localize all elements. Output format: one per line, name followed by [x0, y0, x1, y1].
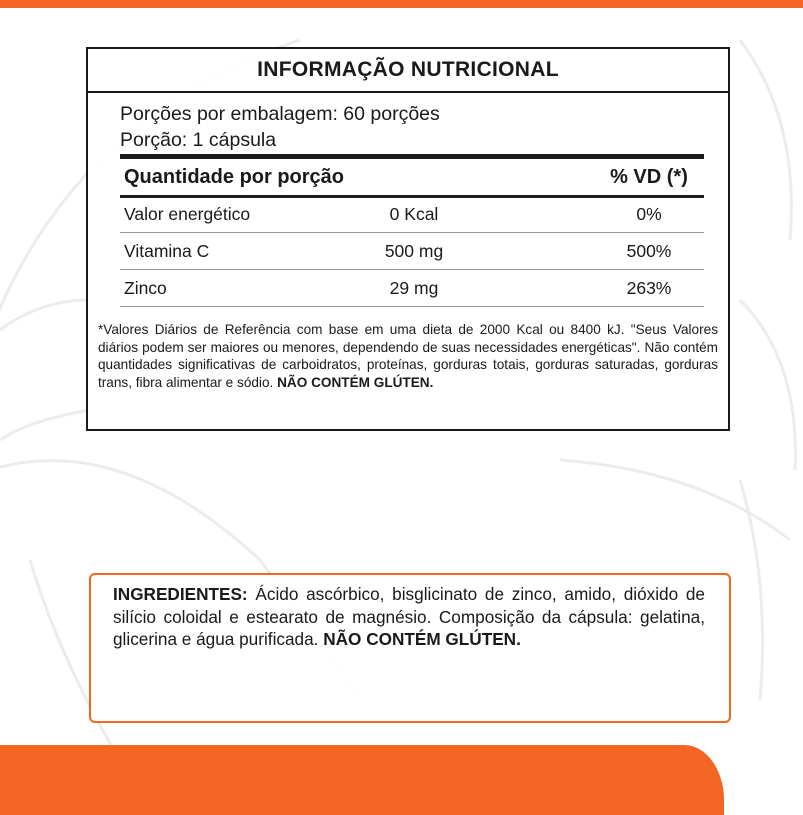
nutrition-title: INFORMAÇÃO NUTRICIONAL [88, 49, 728, 93]
serving-size: Porção: 1 cápsula [120, 129, 277, 151]
servings-per-package: Porções por embalagem: 60 porções [120, 103, 440, 125]
serving-info [88, 93, 728, 155]
table-row [120, 233, 704, 270]
ingredients-box [89, 573, 731, 723]
nutrient-name: Valor energético [124, 203, 251, 224]
nutrition-facts-table [86, 47, 730, 431]
ingredients-gluten-warning: NÃO CONTÉM GLÚTEN. [323, 629, 521, 649]
table-row [120, 196, 704, 233]
nutrient-name: Zinco [124, 277, 167, 298]
header-daily-value: % VD (*) [610, 165, 688, 188]
footnote-gluten-warning: NÃO CONTÉM GLÚTEN. [277, 374, 434, 390]
nutrient-name: Vitamina C [124, 240, 210, 261]
table-row [120, 270, 704, 307]
header-quantity: Quantidade por porção [124, 165, 345, 188]
nutrient-dv: 263% [626, 277, 672, 298]
nutrient-dv: 500% [626, 240, 672, 261]
nutrient-amount: 29 mg [389, 277, 439, 298]
ingredients-label: INGREDIENTES: [113, 584, 248, 604]
nutrient-dv: 0% [636, 203, 662, 224]
ingredients-text: Ácido ascórbico, bisglicinato de zinco, amido, dióxido de silício coloidal e estearato de magnésio. Composição da cápsula: gelatina, glicerina e água purificada. [113, 584, 705, 649]
nutrition-footnote [98, 321, 718, 391]
quantity-header-row [120, 154, 704, 198]
bottom-accent-band [0, 745, 724, 815]
nutrient-amount: 0 Kcal [389, 203, 439, 224]
nutrient-amount: 500 mg [384, 240, 444, 261]
nutrient-rows [120, 196, 704, 307]
footnote-text: *Valores Diários de Referência com base em uma dieta de 2000 Kcal ou 8400 kJ. "Seus Valores diários podem ser maiores ou menores, dependendo de suas necessidades energéticas". Não contém quantidades significativas de carboidratos, proteínas, gorduras totais, gorduras saturadas, gorduras trans, fibra alimentar e sódio. [98, 322, 718, 390]
